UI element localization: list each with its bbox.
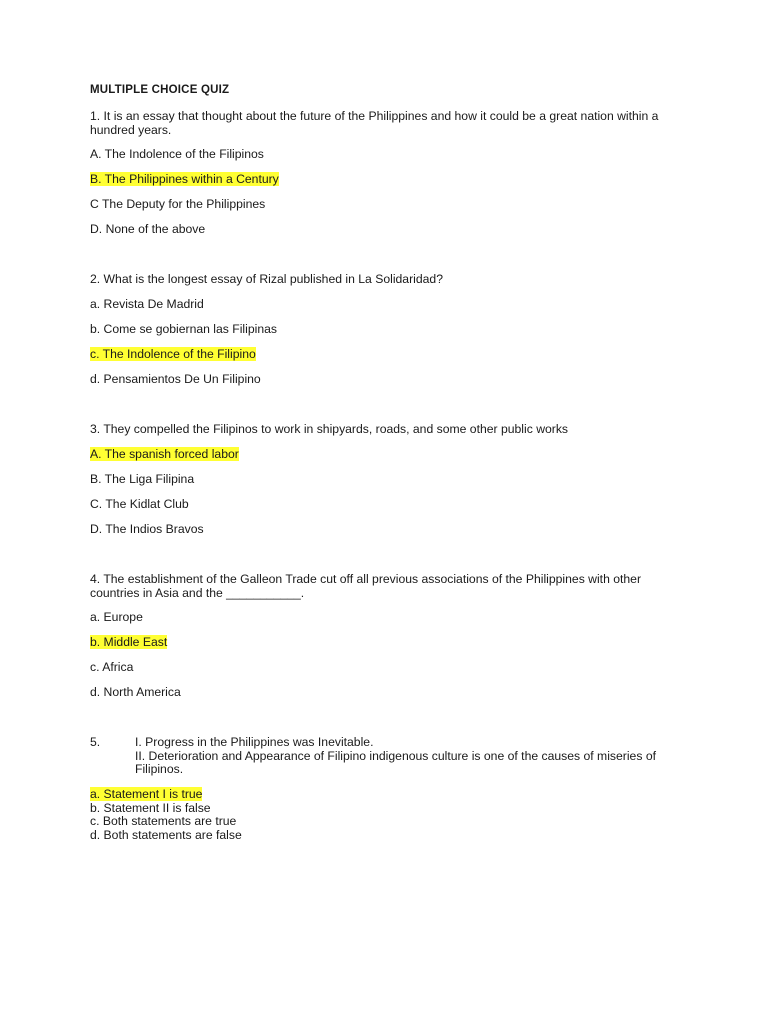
quiz-title: MULTIPLE CHOICE QUIZ: [90, 84, 230, 96]
question-5-option-d: d. Both statements are false: [90, 827, 242, 842]
question-5-statements: [135, 736, 675, 777]
question-3-option-b: B. The Liga Filipina: [90, 472, 195, 486]
question-1-text: 1. It is an essay that thought about the future of the Philippines and how it could be a great nation within a hundred years.: [90, 109, 659, 137]
answer-highlight: c. The Indolence of the Filipino: [90, 347, 256, 361]
question-5-option-a: [90, 788, 242, 802]
question-4-option-d: d. North America: [90, 685, 181, 699]
answer-highlight: a. Statement I is true: [90, 787, 203, 801]
question-3-option-a: [90, 448, 239, 462]
answer-highlight: B. The Philippines within a Century: [90, 172, 279, 186]
question-2-text: 2. What is the longest essay of Rizal published in La Solidaridad?: [90, 272, 443, 286]
question-5-options: [90, 788, 242, 842]
question-1-option-b: [90, 173, 279, 187]
question-2-option-c: [90, 348, 256, 362]
question-2-option-b: b. Come se gobiernan las Filipinas: [90, 322, 277, 336]
question-5-statement-1: I. Progress in the Philippines was Inevitable.: [135, 735, 374, 749]
question-4-text: 4. The establishment of the Galleon Trade cut off all previous associations of the Philippines with other countries in Asia and the ___________.: [90, 572, 642, 600]
answer-highlight: A. The spanish forced labor: [90, 447, 239, 461]
question-2-option-d: d. Pensamientos De Un Filipino: [90, 372, 261, 386]
question-5-statement-2: II. Deterioration and Appearance of Filipino indigenous culture is one of the causes of miseries of Filipinos.: [135, 748, 656, 776]
question-5-option-b: b. Statement II is false: [90, 800, 211, 815]
question-4-option-a: a. Europe: [90, 610, 143, 624]
answer-highlight: b. Middle East: [90, 635, 168, 649]
question-1-option-d: D. None of the above: [90, 222, 206, 236]
question-3-option-c: C. The Kidlat Club: [90, 497, 189, 511]
question-5-option-c: c. Both statements are true: [90, 814, 237, 828]
question-5-number: 5.: [90, 735, 101, 749]
question-3-option-d: D. The Indios Bravos: [90, 522, 204, 536]
question-1-option-c: C The Deputy for the Philippines: [90, 197, 266, 211]
question-4-option-c: c. Africa: [90, 660, 134, 674]
question-1-option-a: A. The Indolence of the Filipinos: [90, 147, 264, 161]
question-2-option-a: a. Revista De Madrid: [90, 297, 204, 311]
question-4-option-b: [90, 636, 167, 650]
question-3-text: 3. They compelled the Filipinos to work in shipyards, roads, and some other public works: [90, 422, 569, 436]
